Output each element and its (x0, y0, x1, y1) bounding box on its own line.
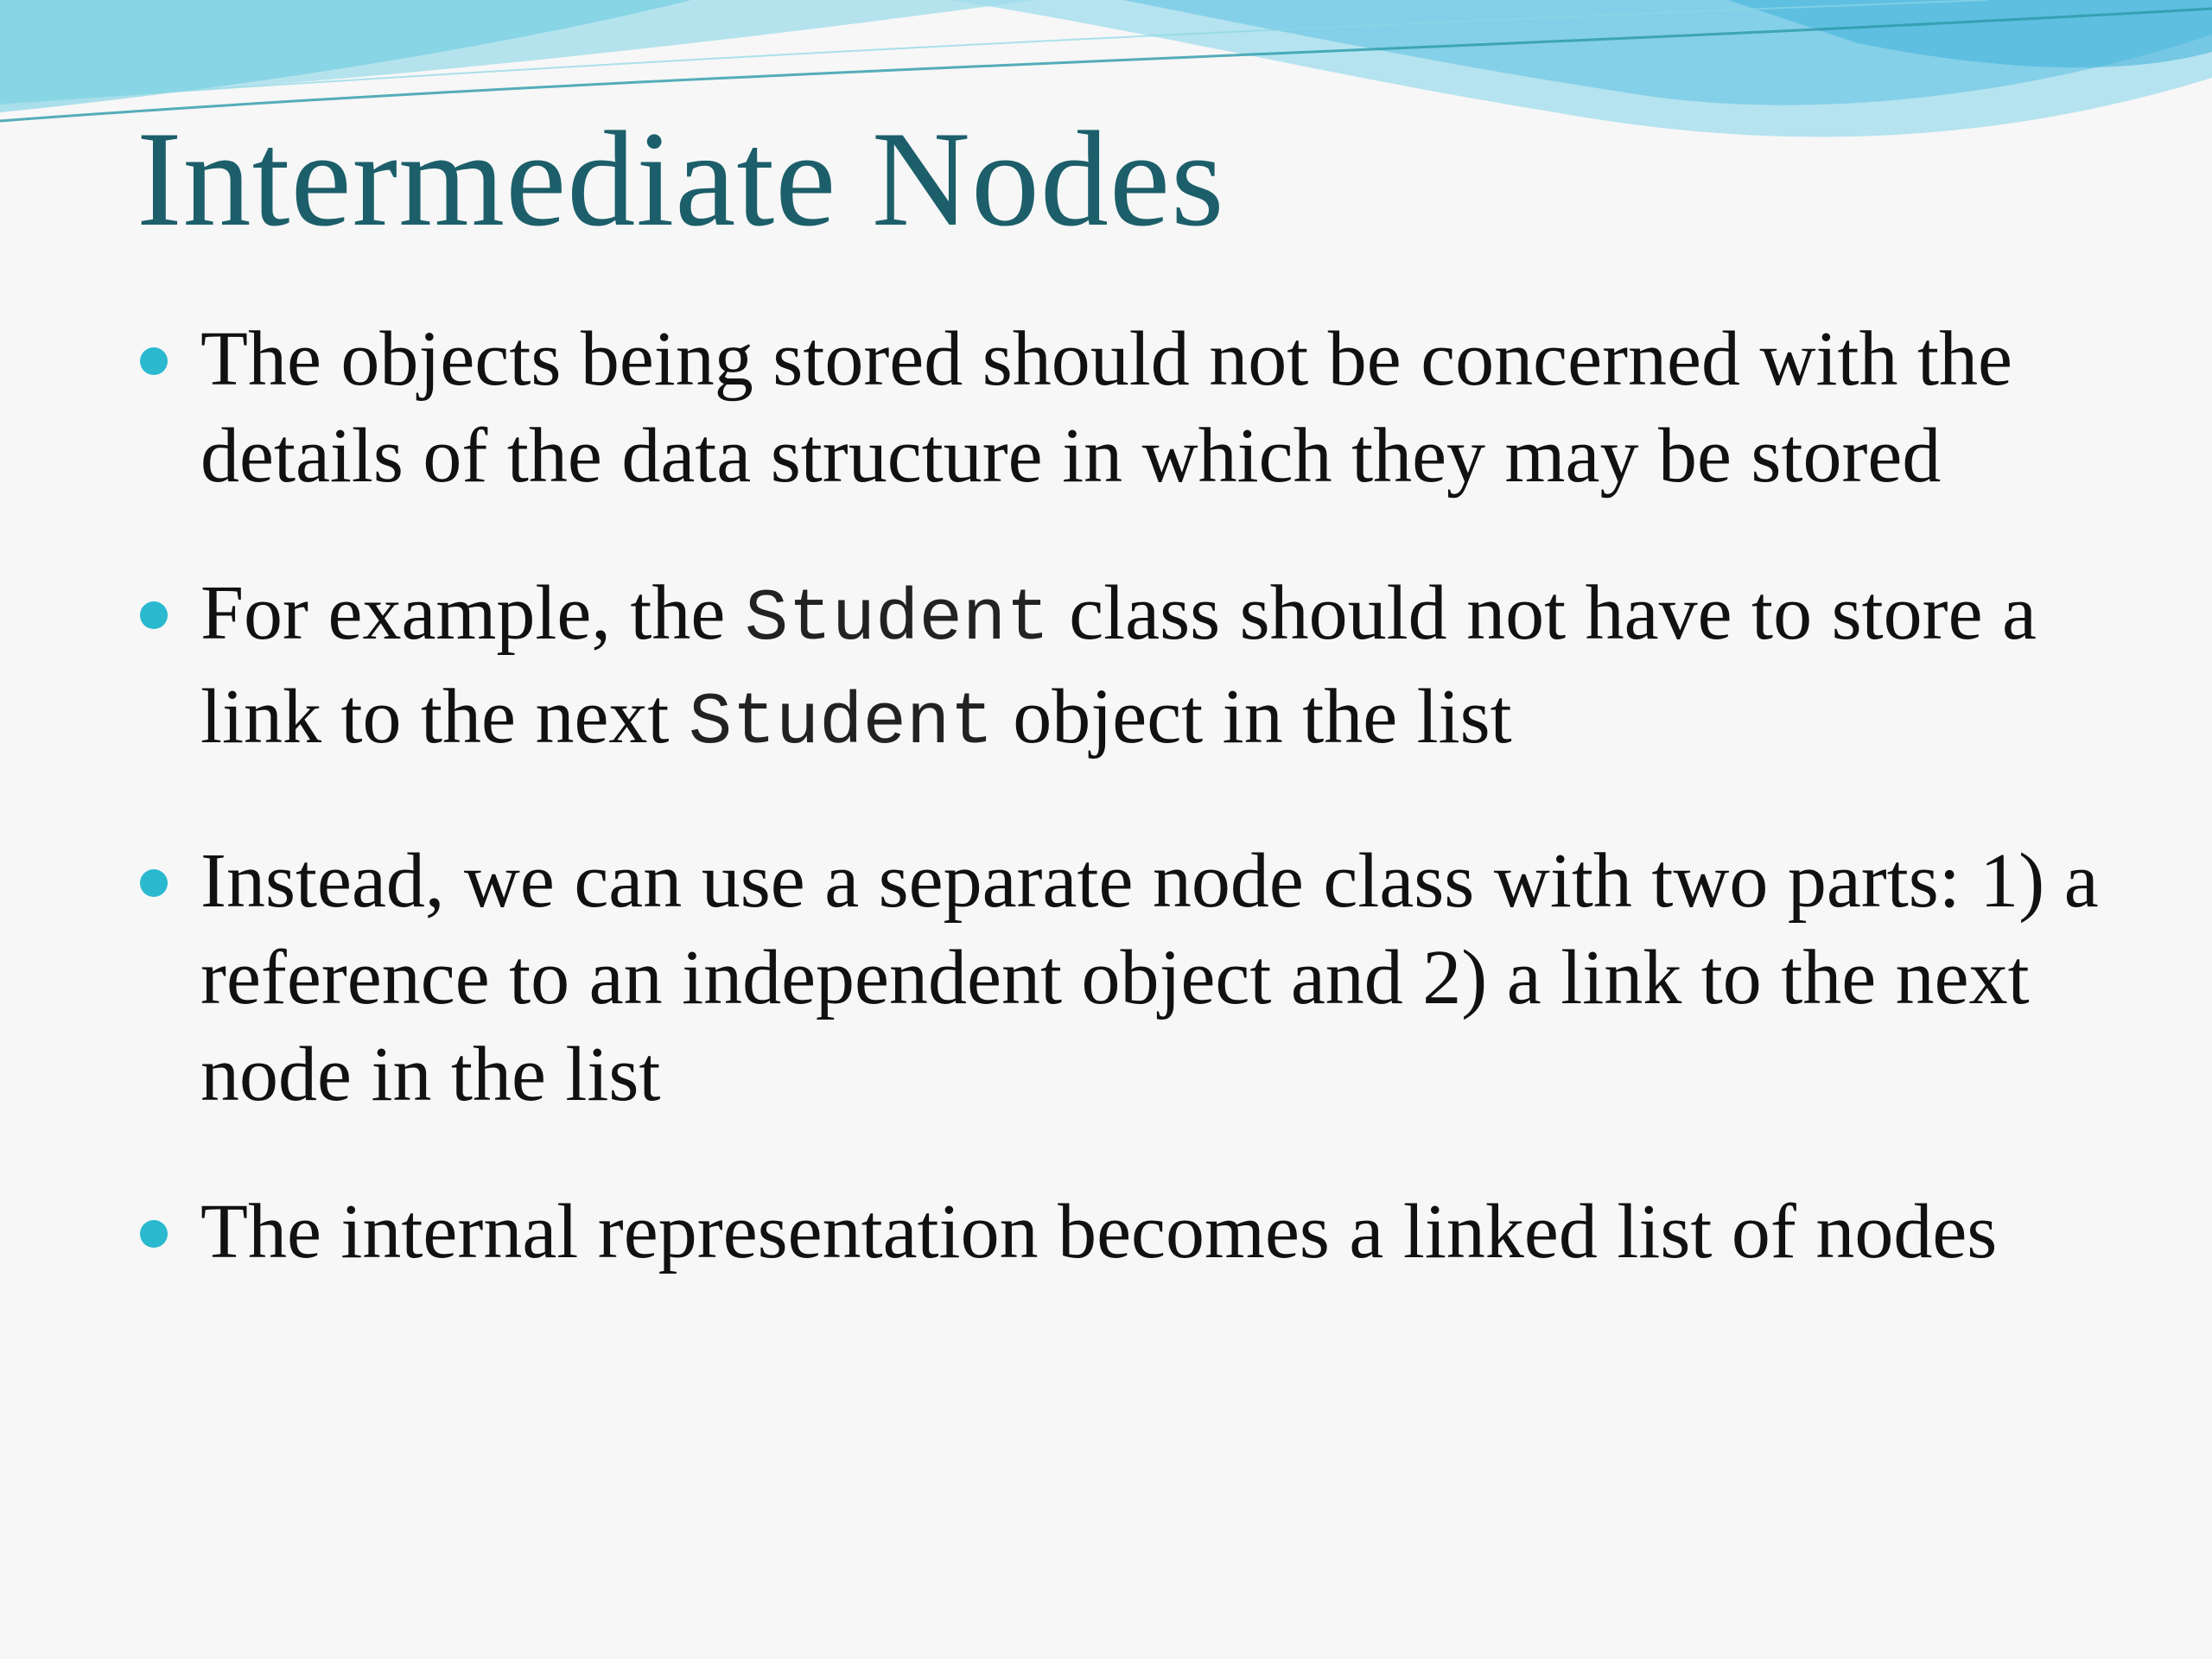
bullet-dot-icon (140, 869, 168, 897)
bullet-item-1 (137, 311, 2107, 505)
bullet-item-2 (137, 565, 2107, 772)
bullet-text: The internal representation becomes a linked list of nodes (200, 1189, 1998, 1274)
code-class-name: Student (688, 683, 994, 765)
bullet-item-3 (137, 833, 2107, 1123)
bullet-dot-icon (140, 601, 168, 629)
bullet-text: The objects being stored should not be concerned with the details of the data structure in which they may be stored (200, 316, 2012, 499)
bullet-list (137, 311, 2107, 1341)
code-class-name: Student (744, 579, 1050, 661)
bullet-text: Instead, we can use a separate node class with two parts: 1) a reference to an independent object and 2) a link to the next node in the list (200, 838, 2099, 1117)
bullet-dot-icon (140, 1220, 168, 1248)
bullet-text-part: For example, the (200, 570, 745, 656)
bullet-item-4 (137, 1184, 2107, 1281)
bullet-text-part: object in the list (993, 674, 1512, 760)
bullet-text-part: class should not have to store a link to the next (200, 570, 2037, 760)
bullet-dot-icon (140, 347, 168, 375)
slide-title: Intermediate Nodes (137, 104, 1225, 255)
